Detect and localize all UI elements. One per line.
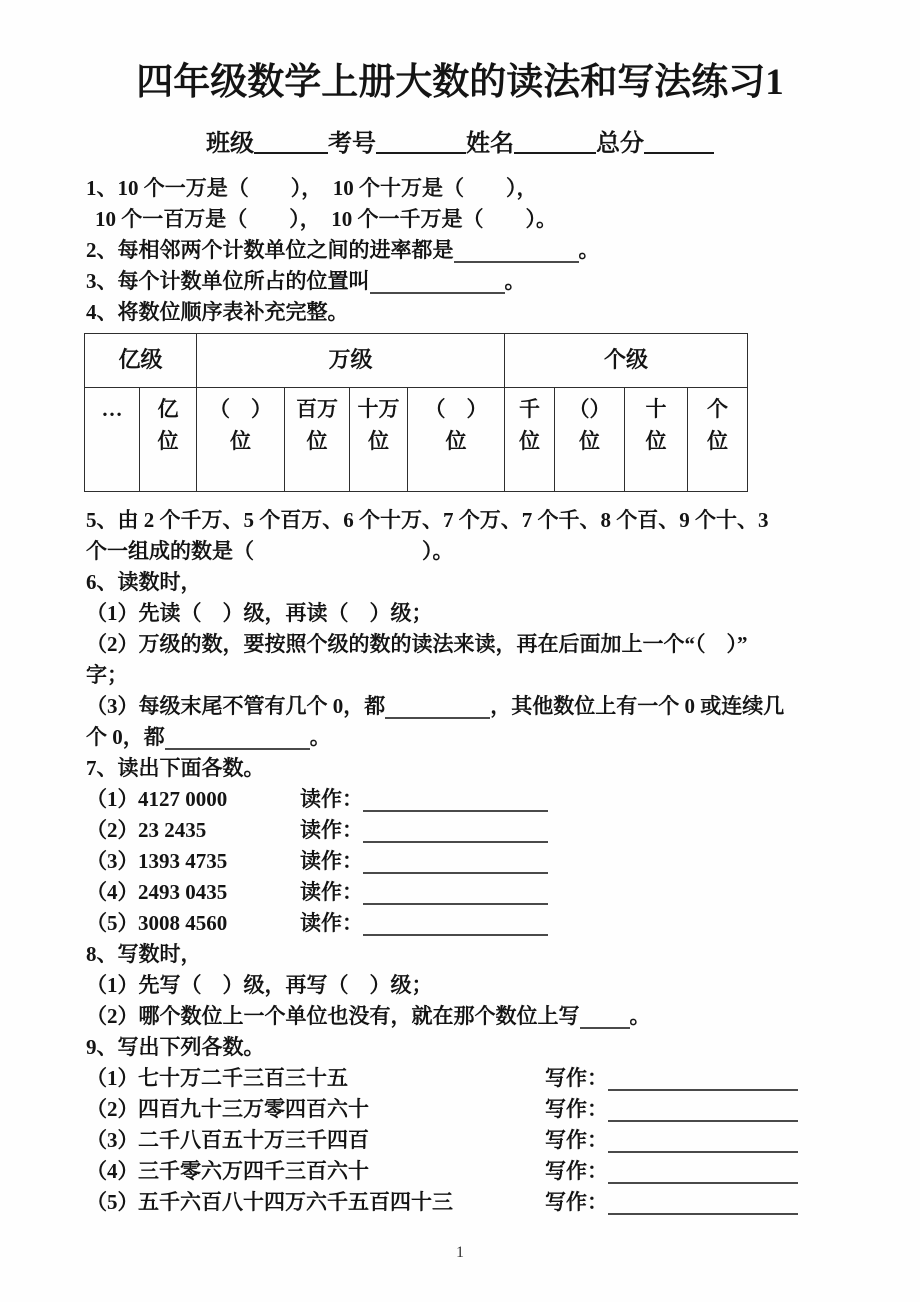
table-digit-row [85, 387, 748, 491]
table-group-row [85, 333, 748, 387]
table-cell-yi-wei: 亿 位 [140, 387, 197, 491]
answer-blank-line [608, 1101, 798, 1122]
question-6-blank-line-1 [385, 698, 490, 719]
question-8-item-2 [86, 1001, 890, 1032]
question-2 [86, 235, 890, 266]
number-in-words: 四百九十三万零四百六十 [138, 1096, 369, 1121]
name-label: 姓名 [466, 130, 514, 157]
number-to-read: 23 2435 [138, 817, 207, 842]
table-cell-blank-wan: （ ） 位 [408, 387, 505, 491]
question-7-item-2 [86, 815, 890, 846]
question-3-blank-line [370, 273, 505, 294]
question-8-item-1: （1）先写（ ）级，再写（ ）级； [86, 972, 433, 997]
question-7-item-3 [86, 846, 890, 877]
question-6-head: 6、读数时， [86, 569, 202, 594]
duzuo-label: 读作： [300, 910, 363, 935]
score-label: 总分 [596, 130, 644, 157]
answer-blank-line [363, 822, 548, 843]
class-blank-line [254, 130, 328, 154]
xiezuo-label: 写作： [545, 1127, 608, 1152]
item-number: （3） [86, 1127, 139, 1152]
question-3-period: 。 [504, 268, 526, 293]
question-7-item-1 [86, 784, 890, 815]
item-number: （2） [86, 1096, 139, 1121]
question-6-item-2: （2）万级的数，要按照个级的数的读法来读，再在后面加上一个“（ ）” [86, 631, 748, 656]
table-cell-shiwan-wei: 十万 位 [350, 387, 408, 491]
answer-blank-line [608, 1070, 798, 1091]
answer-blank-line [363, 791, 548, 812]
duzuo-label: 读作： [300, 848, 363, 873]
item-number: （5） [86, 910, 139, 935]
question-9-item-4 [86, 1156, 890, 1187]
answer-blank-line [363, 884, 548, 905]
exam-no-blank-line [376, 130, 466, 154]
question-6-item-2-cont: 字； [86, 662, 128, 687]
number-in-words: 二千八百五十万三千四百 [138, 1127, 369, 1152]
item-number: （1） [86, 786, 139, 811]
number-to-read: 1393 4735 [138, 848, 228, 873]
number-in-words: 七十万二千三百三十五 [138, 1065, 348, 1090]
question-2-period: 。 [578, 237, 600, 262]
answer-blank-line [608, 1132, 798, 1153]
table-cell-blank-qianwan: （ ） 位 [197, 387, 285, 491]
question-5-line-2: 个一组成的数是（ ）。 [86, 538, 454, 563]
group-yi-ji: 亿级 [85, 333, 197, 387]
question-3-text: 3、每个计数单位所占的位置叫 [86, 268, 370, 293]
question-6-item-3-text-a: （3）每级末尾不管有几个 0，都 [86, 693, 386, 718]
table-cell-ge-wei: 个 位 [688, 387, 748, 491]
answer-blank-line [608, 1163, 798, 1184]
page-title: 四年级数学上册大数的读法和写法练习1 [136, 62, 784, 103]
item-number: （4） [86, 879, 139, 904]
score-blank-line [644, 130, 714, 154]
item-number: （4） [86, 1158, 139, 1183]
question-5-line-1: 5、由 2 个千万、5 个百万、6 个十万、7 个万、7 个千、8 个百、9 个十、3 [86, 507, 769, 532]
number-to-read: 4127 0000 [138, 786, 228, 811]
answer-blank-line [608, 1194, 798, 1215]
group-wan-ji: 万级 [197, 333, 505, 387]
question-6-item-3-text-b: ，其他数位上有一个 0 或连续几 [490, 693, 785, 718]
question-9-item-3 [86, 1125, 890, 1156]
question-6-item-3 [86, 691, 890, 722]
item-number: （5） [86, 1189, 139, 1214]
question-9-item-2 [86, 1094, 890, 1125]
worksheet-body [0, 173, 920, 1218]
question-9-item-1 [86, 1063, 890, 1094]
table-cell-shi-wei: 十 位 [625, 387, 688, 491]
question-6-item-1: （1）先读（ ）级，再读（ ）级； [86, 600, 433, 625]
class-label: 班级 [206, 130, 254, 157]
question-6-blank-line-2 [165, 729, 310, 750]
student-info-line [0, 127, 920, 159]
duzuo-label: 读作： [300, 786, 363, 811]
item-number: （3） [86, 848, 139, 873]
table-cell-baiwan-wei: 百万 位 [285, 387, 350, 491]
answer-blank-line [363, 915, 548, 936]
answer-blank-line [363, 853, 548, 874]
xiezuo-label: 写作： [545, 1096, 608, 1121]
question-3 [86, 266, 890, 297]
question-7-head: 7、读出下面各数。 [86, 755, 265, 780]
xiezuo-label: 写作： [545, 1158, 608, 1183]
question-1-line-2: 10 个一百万是（ ）， 10 个一千万是（ ）。 [95, 206, 557, 231]
question-8-period: 。 [629, 1003, 651, 1028]
question-7-item-4 [86, 877, 890, 908]
question-9-item-5 [86, 1187, 890, 1218]
group-ge-ji: 个级 [505, 333, 748, 387]
number-to-read: 3008 4560 [138, 910, 228, 935]
number-in-words: 三千零六万四千三百六十 [138, 1158, 369, 1183]
question-2-text: 2、每相邻两个计数单位之间的进率都是 [86, 237, 454, 262]
duzuo-label: 读作： [300, 817, 363, 842]
table-cell-qian-wei: 千 位 [505, 387, 555, 491]
item-number: （1） [86, 1065, 139, 1090]
question-2-blank-line [454, 242, 579, 263]
question-6-item-3-text-c: 个 0，都 [86, 724, 165, 749]
duzuo-label: 读作： [300, 879, 363, 904]
table-cell-blank-bai: （） 位 [555, 387, 625, 491]
question-8-head: 8、写数时， [86, 941, 202, 966]
question-8-item-2-text: （2）哪个数位上一个单位也没有，就在那个数位上写 [86, 1003, 580, 1028]
number-in-words: 五千六百八十四万六千五百四十三 [138, 1189, 453, 1214]
item-number: （2） [86, 817, 139, 842]
page-number: 1 [456, 1244, 464, 1261]
question-9-head: 9、写出下列各数。 [86, 1034, 265, 1059]
table-cell-ellipsis: … [85, 387, 140, 491]
xiezuo-label: 写作： [545, 1065, 608, 1090]
name-blank-line [514, 130, 596, 154]
question-6-item-3-cont [86, 722, 890, 753]
question-4: 4、将数位顺序表补充完整。 [86, 299, 349, 324]
exam-no-label: 考号 [328, 130, 376, 157]
number-to-read: 2493 0435 [138, 879, 228, 904]
question-1-line-1: 1、10 个一万是（ ）， 10 个十万是（ ）， [86, 175, 538, 200]
question-6-item-3-period: 。 [309, 724, 331, 749]
question-8-blank-line [580, 1008, 630, 1029]
question-7-item-5 [86, 908, 890, 939]
place-value-table [84, 333, 748, 492]
xiezuo-label: 写作： [545, 1189, 608, 1214]
